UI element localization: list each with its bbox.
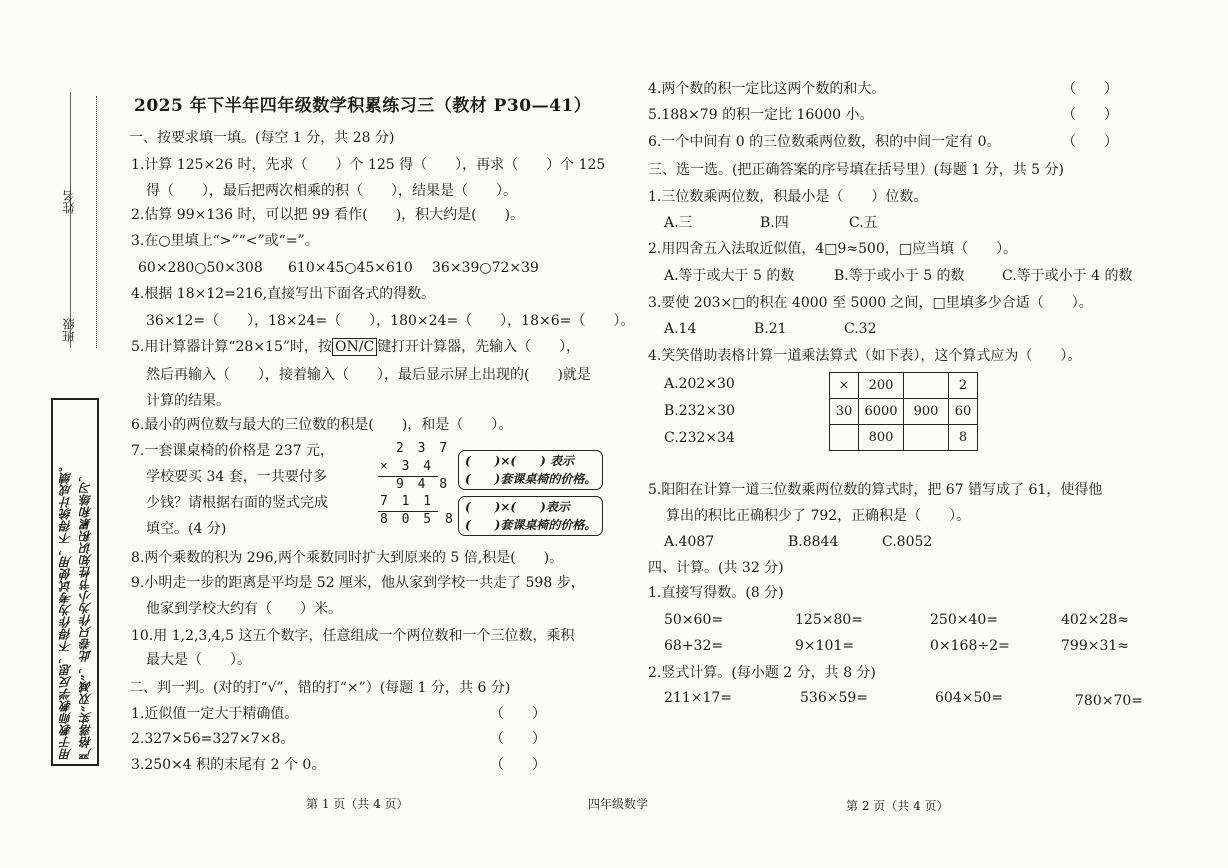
calc-item: 604×50= (935, 690, 1003, 706)
choice-4: 4.笑笑借助表格计算一道乘法算式（如下表），这个算式应为（ ）。 (648, 348, 1082, 364)
question-7-line-3: 少钱？请根据右面的竖式完成 (146, 495, 328, 511)
vertical-row-5: 8 0 5 8 (380, 512, 456, 527)
binding-dotted-line (96, 96, 97, 348)
footer-subject: 四年级数学 (588, 797, 649, 811)
judge-5: 5.188×79 的积一定比 16000 小。 (648, 107, 874, 123)
question-7-line-2: 学校要买 34 套，一共要付多 (146, 469, 327, 485)
table-cell: 800 (859, 425, 904, 451)
table-cell: × (830, 373, 859, 399)
question-8: 8.两个乘数的积为 296,两个乘数同时扩大到原来的 5 倍,积是( )。 (131, 550, 564, 566)
table-cell (830, 425, 859, 451)
name-label: 姓名 (62, 190, 76, 214)
notice-line-1: 严格落实“双减”，此卷只作为小节性知识积累和练习， (79, 470, 93, 760)
choice-3-option-c: C.32 (844, 321, 877, 337)
choice-4-option-c: C.232×34 (664, 430, 735, 446)
question-4-items: 36×12=（ ），18×24=（ ），180×24=（ ），18×6=（ ）。 (146, 313, 635, 329)
judge-4: 4.两个数的积一定比这两个数的和大。 (648, 81, 886, 97)
calc-item: 402×28≈ (1061, 612, 1129, 628)
question-9-line-1: 9.小明走一步的距离是平均是 52 厘米，他从家到学校一共走了 598 步， (131, 575, 585, 591)
judge-2: 2.327×56=327×7×8。 (131, 731, 295, 747)
choice-1-option-a: A.三 (664, 215, 693, 231)
table-cell: 6000 (859, 399, 904, 425)
calc-item: 780×70= (1075, 693, 1143, 709)
choice-5-line-2: 算出的积比正确积少了 792，正确积是（ ）。 (666, 508, 971, 524)
question-9-line-2: 他家到学校大约有（ ）米。 (146, 601, 342, 617)
question-1-line-1: 1.计算 125×26 时，先求（ ）个 125 得（ ），再求（ ）个 125 (131, 157, 606, 173)
judge-6-paren: （ ） (1062, 134, 1118, 150)
choice-4-option-b: B.232×30 (664, 403, 736, 419)
question-5-post: 键打开计算器，先输入（ ）， (377, 339, 581, 355)
multiplication-table (829, 372, 978, 451)
judge-2-paren: （ ） (490, 731, 546, 747)
vertical-row-1: 2 3 7 (396, 441, 451, 456)
question-10-line-2: 最大是（ ）。 (146, 652, 251, 668)
section-3-heading: 三、选一选。(把正确答案的序号填在括号里）(每题 1 分，共 5 分) (648, 162, 1064, 178)
class-label: 班级 (62, 318, 76, 342)
section-1-heading: 一、按要求填一填。(每空 1 分，共 28 分) (129, 130, 395, 146)
calc-item: 0×168÷2= (930, 638, 1010, 654)
judge-3-paren: （ ） (490, 757, 546, 773)
question-3-item-a: 60×280○50×308 (138, 260, 263, 276)
judge-4-paren: （ ） (1062, 81, 1118, 97)
judge-1-paren: （ ） (490, 706, 546, 722)
question-5-line-3: 计算的结果。 (146, 393, 230, 409)
choice-2-option-a: A.等于或大于 5 的数 (664, 268, 795, 284)
annotation-bubble-2 (458, 496, 603, 536)
table-cell: 900 (904, 399, 949, 425)
calc-2-heading: 2.竖式计算。(每小题 2 分，共 8 分) (648, 665, 876, 681)
table-cell (904, 373, 949, 399)
question-1-line-2: 得（ ），最后把两次相乘的积（ ），结果是（ ）。 (146, 183, 517, 199)
table-row (830, 373, 978, 399)
choice-1-option-c: C.五 (849, 215, 878, 231)
calc-item: 211×17= (664, 690, 732, 706)
choice-2-option-c: C.等于或小于 4 的数 (1002, 268, 1133, 284)
calc-item: 68+32= (664, 638, 724, 654)
choice-5-line-1: 5.阳阳在计算一道三位数乘两位数的算式时，把 67 错写成了 61，使得他 (648, 482, 1103, 498)
bubble-1-line-2: ( )套课桌椅的价格。 (465, 472, 597, 486)
table-row (830, 399, 978, 425)
question-5-pre: 5.用计算器计算“28×15”时，按 (131, 339, 333, 355)
bubble-2-line-1: ( )×( )表示 (465, 500, 570, 514)
calc-item: 125×80= (795, 612, 863, 628)
bubble-2-line-2: ( )套课桌椅的价格。 (465, 518, 597, 532)
choice-5-option-b: B.8844 (788, 534, 839, 550)
calc-item: 9×101= (795, 638, 855, 654)
calc-item: 536×59= (800, 690, 868, 706)
calc-item: 799×31≈ (1061, 638, 1129, 654)
choice-5-option-c: C.8052 (882, 534, 933, 550)
calc-item: 250×40= (930, 612, 998, 628)
vertical-row-4: 7 1 1 (380, 494, 435, 509)
on-c-key: ON/C (332, 338, 377, 356)
binding-solid-line (70, 92, 71, 348)
question-3: 3.在○里填上“>”“<”或“=”。 (131, 233, 319, 249)
table-cell (904, 425, 949, 451)
question-3-item-b: 610×45○45×610 (288, 260, 413, 276)
choice-3-option-b: B.21 (754, 321, 787, 337)
choice-1-option-b: B.四 (760, 215, 789, 231)
question-4: 4.根据 18×12=216,直接写出下面各式的得数。 (131, 286, 436, 302)
choice-5-option-a: A.4087 (664, 534, 715, 550)
judge-6: 6.一个中间有 0 的三位数乘两位数，积的中间一定有 0。 (648, 134, 1001, 150)
section-4-heading: 四、计算。(共 32 分) (648, 560, 784, 576)
table-cell: 60 (949, 399, 978, 425)
question-6: 6.最小的两位数与最大的三位数的积是( )，和是（ ）。 (131, 417, 513, 433)
question-7-line-1: 7.一套课桌椅的价格是 237 元， (131, 443, 334, 459)
question-2: 2.估算 99×136 时，可以把 99 看作( )，积大约是( )。 (131, 207, 525, 223)
choice-3: 3.要使 203×□的积在 4000 至 5000 之间，□里填多少合适（ ）。 (648, 295, 1093, 311)
question-3-item-c: 36×39○72×39 (432, 260, 539, 276)
question-10-line-1: 10.用 1,2,3,4,5 这五个数字，任意组成一个两位数和一个三位数，乘积 (131, 628, 575, 644)
table-cell: 2 (949, 373, 978, 399)
footer-page-2: 第 2 页（共 4 页） (846, 799, 949, 813)
footer-page-1: 第 1 页（共 4 页） (306, 797, 409, 811)
annotation-bubble-1 (458, 450, 603, 490)
page-title: 2025 年下半年四年级数学积累练习三（教材 P30—41） (134, 96, 592, 116)
table-cell: 30 (830, 399, 859, 425)
calc-1-heading: 1.直接写得数。(8 分) (648, 585, 784, 601)
choice-3-option-a: A.14 (664, 321, 697, 337)
vertical-row-2: × 3 4 (380, 459, 435, 474)
calc-item: 50×60= (664, 612, 724, 628)
notice-line-2: 用于教师教学反思，不得作为考试使用，不得统计成绩。 (59, 460, 73, 760)
bubble-1-line-1: ( )×( ) 表示 (465, 454, 574, 468)
table-cell: 200 (859, 373, 904, 399)
choice-2: 2.用四舍五入法取近似值，4□9≈500，□应当填（ ）。 (648, 241, 1018, 257)
choice-1: 1.三位数乘两位数，积最小是（ ）位数。 (648, 189, 928, 205)
table-row (830, 425, 978, 451)
question-5-line-2: 然后再输入（ ），接着输入（ ），最后显示屏上出现的( )就是 (146, 367, 591, 383)
judge-5-paren: （ ） (1062, 107, 1118, 123)
judge-3: 3.250×4 积的末尾有 2 个 0。 (131, 757, 326, 773)
question-5-line-1 (131, 334, 580, 360)
notice-box (51, 398, 99, 766)
choice-4-option-a: A.202×30 (664, 376, 735, 392)
judge-1: 1.近似值一定大于精确值。 (131, 706, 299, 722)
vertical-row-3: 9 4 8 (396, 477, 451, 492)
question-7-line-4: 填空。(4 分) (146, 521, 227, 537)
table-cell: 8 (949, 425, 978, 451)
choice-2-option-b: B.等于或小于 5 的数 (834, 268, 965, 284)
section-2-heading: 二、判一判。(对的打“√”，错的打“×”）(每题 1 分，共 6 分) (129, 680, 511, 696)
